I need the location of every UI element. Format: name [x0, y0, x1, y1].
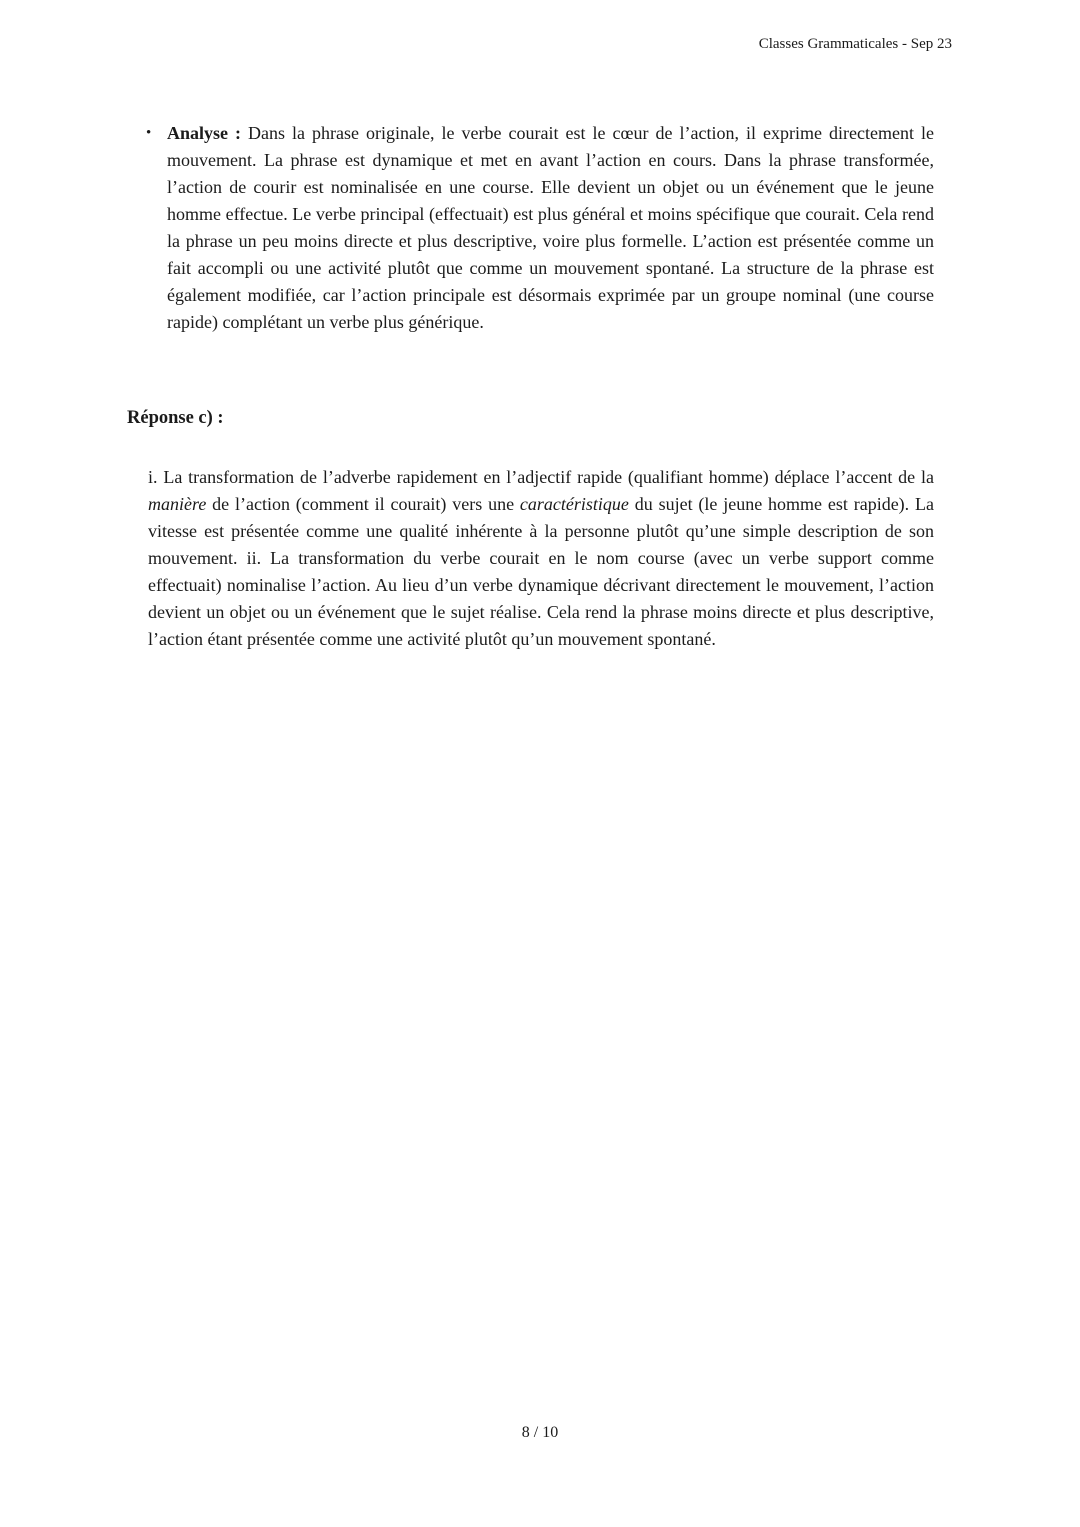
analysis-bullet-text: Analyse : Dans la phrase originale, le verbe courait est le cœur de l’action, il exprime directement le mouvement. La phrase est dynamique et met en avant l’action en cours. Dans la phrase transformée, l’action de courir est nominalisée en une course. Elle devient un objet ou un événement que le jeune homme effectue. Le verbe principal (effectuait) est plus général et moins spécifique que courait. Cela rend la phrase un peu moins directe et plus descriptive, voire plus formelle. L’action est présentée comme un fait accompli ou une activité plutôt que comme un mouvement spontané. La structure de la phrase est également modifiée, car l’action principale est désormais exprimée par un groupe nominal (une course rapide) complétant un verbe plus générique. [167, 123, 934, 332]
bullet-marker: • [146, 125, 152, 141]
running-header: Classes Grammaticales - Sep 23 [758, 36, 952, 52]
answer-paragraph: i. La transformation de l’adverbe rapidement en l’adjectif rapide (qualifiant homme) déplace l’accent de la manière de l’action (comment il courait) vers une caractéristique du sujet (le jeune homme est rapide). La vitesse est présentée comme une qualité inhérente à la personne plutôt qu’une simple description de son mouvement. ii. La transformation du verbe courait en le nom course (avec un verbe support comme effectuait) nominalise l’action. Au lieu d’un verbe dynamique décrivant directement le mouvement, l’action devient un objet ou un événement que le sujet réalise. Cela rend la phrase moins directe et plus descriptive, l’action étant présentée comme une activité plutôt qu’un mouvement spontané. [148, 467, 934, 649]
page-number: 8 / 10 [521, 1424, 559, 1441]
response-c-heading: Réponse c) : [127, 408, 224, 428]
analysis-bullet-item [146, 120, 934, 336]
